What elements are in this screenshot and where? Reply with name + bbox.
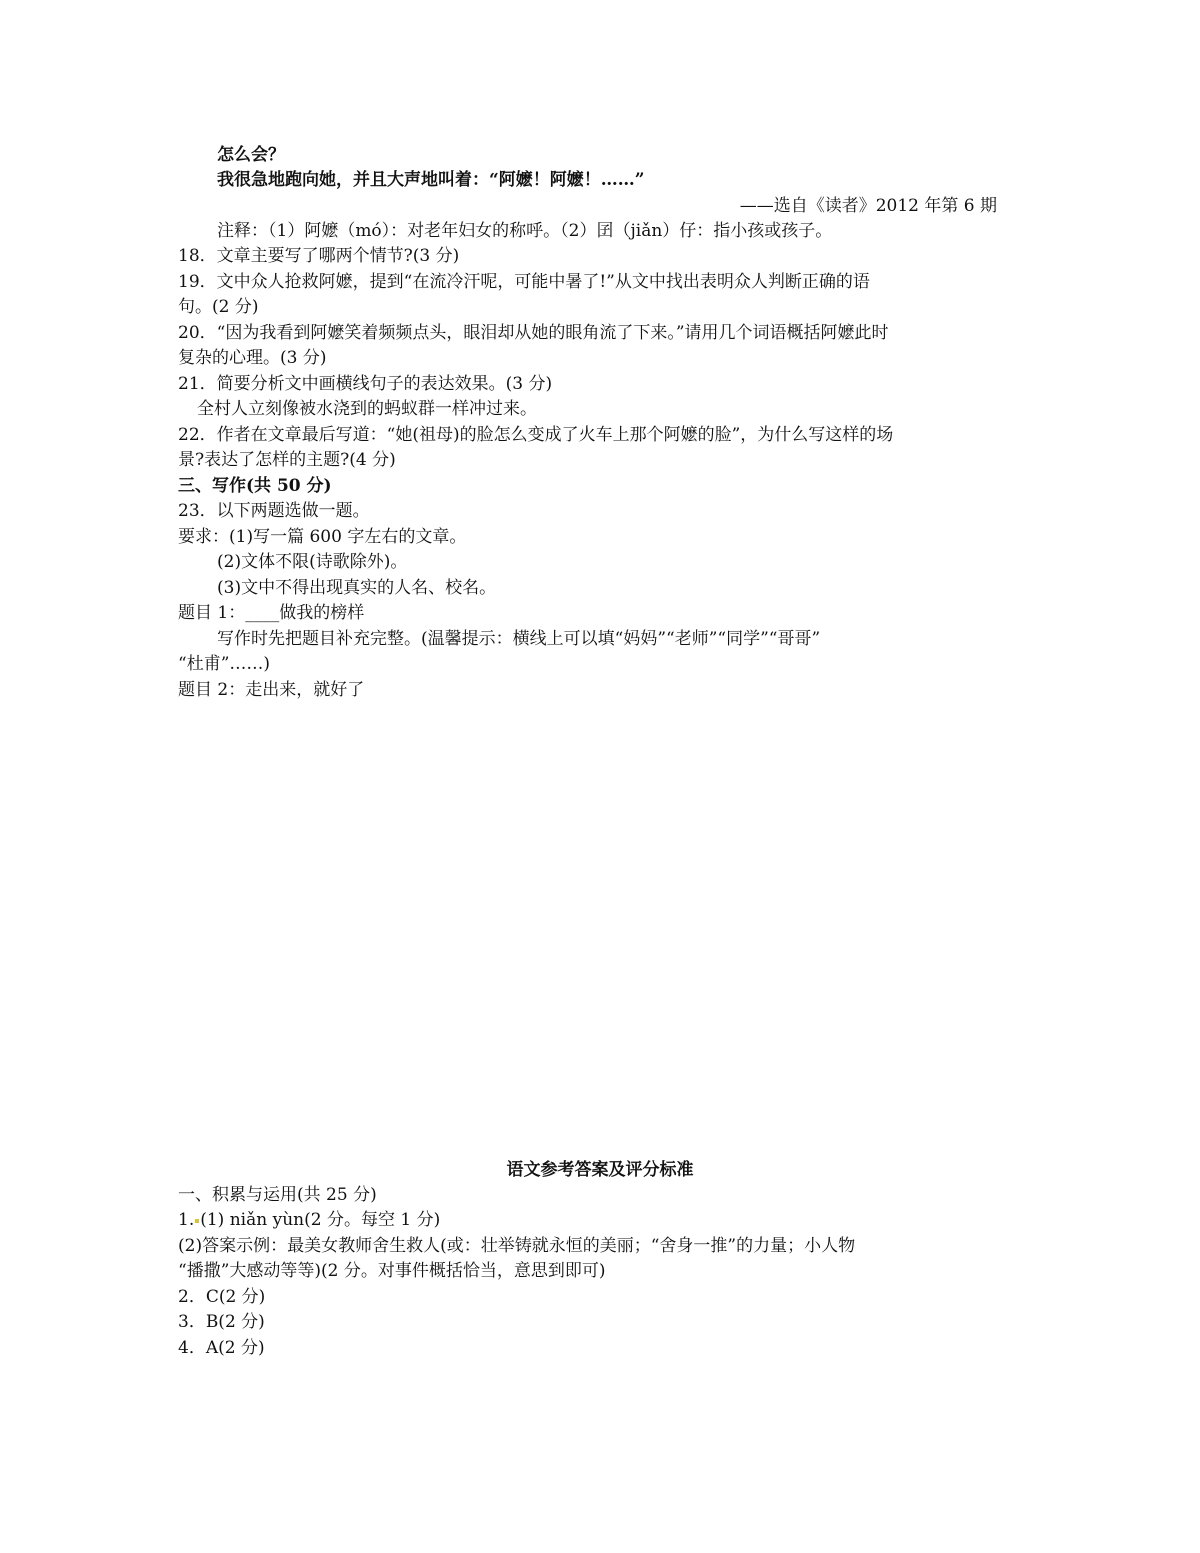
answer-4: 4．A(2 分): [178, 1338, 265, 1358]
answer-1-2-line-1: (2)答案示例：最美女教师舍生救人(或：壮举铸就永恒的美丽；“舍身一推”的力量；小人物: [178, 1236, 856, 1256]
answers-title: 语文参考答案及评分标准: [506, 1160, 694, 1180]
writing-requirement-2: (2)文体不限(诗歌除外)。: [217, 552, 408, 572]
answer-1-2-line-2: “播撒”大感动等等)(2 分。对事件概括恰当，意思到即可): [178, 1261, 606, 1281]
question-22-line-2: 景?表达了怎样的主题?(4 分): [178, 450, 396, 470]
writing-requirement-3: (3)文中不得出现真实的人名、校名。: [217, 578, 497, 598]
answer-1-prefix: 1.: [178, 1210, 195, 1230]
story-line-2: 我很急地跑向她，并且大声地叫着：“阿嬷！阿嬷！……”: [217, 170, 645, 190]
question-21-sentence: 全村人立刻像被水浇到的蚂蚁群一样冲过来。: [197, 399, 537, 419]
writing-requirement-1: 要求：(1)写一篇 600 字左右的文章。: [178, 527, 467, 547]
answers-section-1: 一、积累与运用(共 25 分): [178, 1185, 377, 1205]
story-source: ——选自《读者》2012 年第 6 期: [739, 196, 997, 216]
writing-topic-2: 题目 2：走出来，就好了: [178, 680, 365, 700]
question-18: 18．文章主要写了哪两个情节?(3 分): [178, 246, 460, 266]
answer-3: 3．B(2 分): [178, 1312, 265, 1332]
marker-dot: [195, 1219, 199, 1223]
answer-2: 2．C(2 分): [178, 1287, 266, 1307]
writing-hint-line-1: 写作时先把题目补充完整。(温馨提示：横线上可以填“妈妈”“老师”“同学”“哥哥”: [217, 629, 821, 649]
question-21: 21．简要分析文中画横线句子的表达效果。(3 分): [178, 374, 553, 394]
story-note: 注释：（1）阿嬷（mó）：对老年妇女的称呼。（2）囝（jiǎn）仔：指小孩或孩子。: [217, 221, 833, 241]
story-line-1: 怎么会？: [217, 145, 285, 165]
writing-heading: 三、写作(共 50 分): [178, 476, 332, 496]
question-23: 23．以下两题选做一题。: [178, 501, 370, 521]
question-22-line-1: 22．作者在文章最后写道：“她(祖母)的脸怎么变成了火车上那个阿嬷的脸”，为什么写这样的场: [178, 425, 894, 445]
answer-1-line-1: [178, 1210, 440, 1230]
question-19-line-2: 句。(2 分): [178, 297, 259, 317]
question-20-line-2: 复杂的心理。(3 分): [178, 348, 327, 368]
question-20-line-1: 20．“因为我看到阿嬷笑着频频点头，眼泪却从她的眼角流了下来。”请用几个词语概括阿嬷此时: [178, 323, 889, 343]
question-19-line-1: 19．文中众人抢救阿嬷，提到“在流冷汗呢，可能中暑了!”从文中找出表明众人判断正确的语: [178, 272, 870, 292]
answer-1-text: (1) niǎn yùn(2 分。每空 1 分): [200, 1210, 441, 1230]
writing-topic-1: 题目 1：____做我的榜样: [178, 603, 365, 623]
writing-hint-line-2: “杜甫”……): [178, 654, 271, 674]
